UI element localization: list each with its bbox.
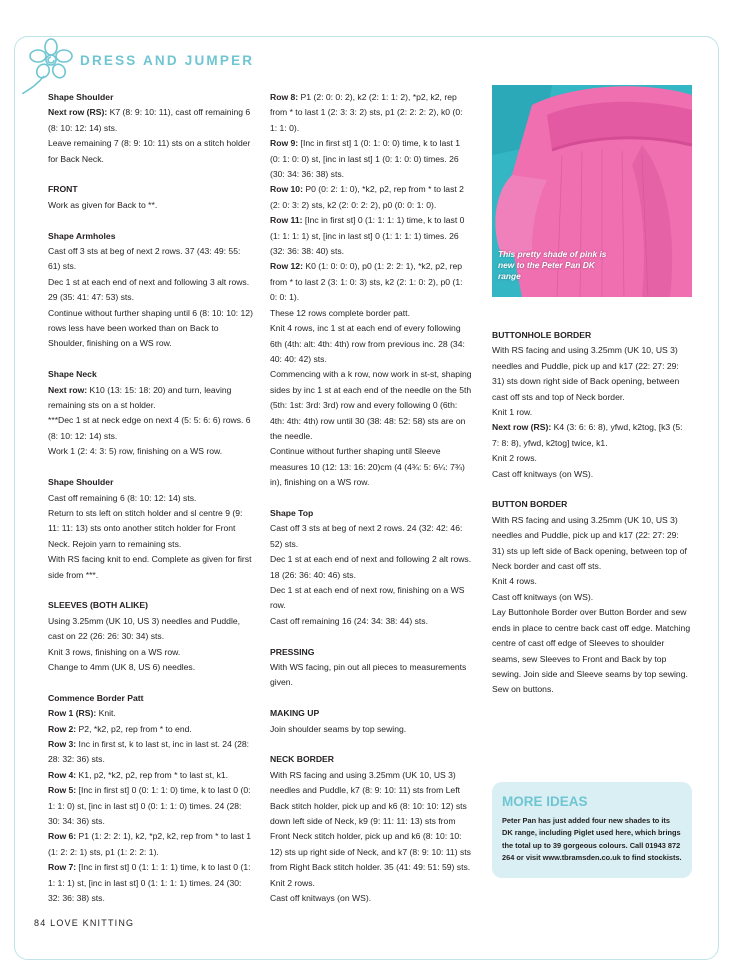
instruction-text: K10 (13: 15: 18: 20) and turn, leaving remaining sts on a st holder. xyxy=(48,384,232,411)
instruction-text: P1 (1: 2: 2: 1), k2, *p2, k2, rep from * to last 1 (1: 2: 2: 1) sts, p1 (1: 2: 2: 1). xyxy=(48,831,251,857)
instruction-paragraph xyxy=(270,876,472,891)
instruction-text: [Inc in first st] 0 (1: 1: 1: 1) time, k to last 0 (1: 1: 1: 1) st, [inc in last st] 0 (1: 1: 1: 1) times. 26 (32: 36: 38: 40) sts. xyxy=(270,215,465,257)
heading-text: BUTTON BORDER xyxy=(492,499,568,510)
instruction-text: Knit 2 rows. xyxy=(270,877,315,888)
row-label: Row 6: xyxy=(48,831,77,842)
instruction-paragraph xyxy=(48,660,253,675)
instruction-paragraph xyxy=(48,645,253,660)
instruction-paragraph xyxy=(48,244,253,275)
instruction-paragraph xyxy=(48,829,253,860)
section-heading xyxy=(48,691,253,706)
instruction-text: With WS facing, pin out all pieces to measurements given. xyxy=(270,662,467,688)
section-heading xyxy=(492,497,692,512)
instruction-paragraph xyxy=(270,768,472,876)
row-label: Next row: xyxy=(48,384,88,395)
row-label: Row 4: xyxy=(48,769,77,780)
section-heading xyxy=(48,475,253,490)
instruction-paragraph xyxy=(48,722,253,737)
row-label: Next row (RS): xyxy=(492,422,552,433)
instruction-paragraph xyxy=(270,213,472,259)
page-number: 84 xyxy=(34,918,47,928)
page-footer xyxy=(34,918,134,928)
instruction-text: [Inc in first st] 0 (1: 1: 1: 1) time, k to last 0 (1: 1: 1: 1) st, [inc in last st] 0 (1: 1: 1: 1) times. 24 (30: 32: 36: 38) sts. xyxy=(48,862,251,904)
heading-text: FRONT xyxy=(48,184,78,195)
instruction-text: Work 1 (2: 4: 3: 5) row, finishing on a WS row. xyxy=(48,446,223,457)
instruction-text: Knit. xyxy=(96,708,116,719)
instruction-text: Commencing with a k row, now work in st-st, shaping sides by inc 1 st at each end of the needle on the 5th (5th: 1st: 3rd: 3rd) row and every following 0 (6th: 4th: 4th: 4th) row until 30 (38: 48: 52: 58) sts are on the needle. xyxy=(270,369,472,441)
row-label: Row 2: xyxy=(48,723,77,734)
instruction-paragraph xyxy=(270,90,472,136)
heading-text: BUTTONHOLE BORDER xyxy=(492,330,592,340)
row-label: Row 3: xyxy=(48,738,77,749)
magazine-name: LOVE KNITTING xyxy=(50,918,135,928)
more-ideas-box xyxy=(492,782,692,878)
row-label: Row 1 (RS): xyxy=(48,708,97,719)
instruction-text: Sew on buttons. xyxy=(492,684,554,695)
instruction-text: Dec 1 st at each end of next and following 2 alt rows. 18 (26: 36: 40: 46) sts. xyxy=(270,554,472,580)
instruction-text: Cast off knitways (on WS). xyxy=(492,591,594,602)
instruction-text: K4 (3: 6: 6: 8), yfwd, k2tog, [k3 (5: 7: 8: 8), yfwd, k2tog] twice, k1. xyxy=(492,422,683,448)
row-label: Row 5: xyxy=(48,785,77,796)
photo-caption: This pretty shade of pink is new to the Peter Pan DK range xyxy=(498,249,607,281)
instruction-text: Knit 1 row. xyxy=(492,407,533,418)
instruction-paragraph xyxy=(270,259,472,305)
instruction-text: Cast off 3 sts at beg of next 2 rows. 24 (32: 42: 46: 52) sts. xyxy=(270,523,463,549)
instruction-text: Cast off knitways (on WS). xyxy=(270,893,372,904)
instruction-paragraph xyxy=(48,105,253,136)
instruction-text: Cast off knitways (on WS). xyxy=(492,468,594,479)
instruction-paragraph xyxy=(492,605,692,682)
instruction-text: Knit 2 rows. xyxy=(492,453,537,464)
row-label: Row 12: xyxy=(270,261,303,272)
instruction-text: Dec 1 st at each end of next row, finishing on a WS row. xyxy=(270,584,465,611)
instruction-text: [Inc in first st] 1 (0: 1: 0: 0) time, k to last 1 (0: 1: 0: 0) st, [inc in last st] 1 (0: 1: 0: 0) times. 26 (30: 34: 36: 38) sts. xyxy=(270,138,461,180)
instruction-text: K0 (1: 0: 0: 0), p0 (1: 2: 2: 1), *k2, p2, rep from * to last 2 (3: 1: 0: 3) sts, k2 (2: 1: 0: 2), p0 (1: 0: 0: 1). xyxy=(270,261,463,303)
instruction-text: Lay Buttonhole Border over Button Border and sew ends in place to centre back cast off edge. Matching centre of cast off edge of Sleeves to shoulder seams, sew Sleeves to Front and Back by top sewing. Join side and Sleeve seams by top sewing. xyxy=(492,607,691,679)
instruction-text: Return to sts left on stitch holder and sl centre 9 (9: 11: 11: 13) sts onto another stitch holder for Front Neck. Rejoin yarn to remaining sts. xyxy=(48,507,243,549)
instruction-text: Join shoulder seams by top sewing. xyxy=(270,723,407,734)
instruction-paragraph xyxy=(48,552,253,583)
heading-text: Shape Shoulder xyxy=(48,92,114,102)
instruction-paragraph xyxy=(48,506,253,552)
heading-text: SLEEVES (BOTH ALIKE) xyxy=(48,600,148,611)
instruction-paragraph xyxy=(270,722,472,737)
section-heading xyxy=(48,182,253,197)
row-label: Next row (RS): xyxy=(48,107,108,118)
instruction-text: K7 (8: 9: 10: 11), cast off remaining 6 (8: 10: 12: 14) sts. xyxy=(48,107,251,133)
instruction-text: Knit 3 rows, finishing on a WS row. xyxy=(48,646,181,657)
instruction-paragraph xyxy=(492,405,692,420)
text-column-3 xyxy=(492,328,692,698)
section-heading xyxy=(492,328,692,343)
section-heading xyxy=(270,645,472,660)
instruction-text: P1 (2: 0: 0: 2), k2 (2: 1: 1: 2), *p2, k2, rep from * to last 1 (2: 3: 3: 2) sts, p1 (2: 2: 2: 2), k0 (0: 1: 1: 0). xyxy=(270,92,463,133)
instruction-paragraph xyxy=(492,513,692,575)
instruction-text: Dec 1 st at each end of next and following 3 alt rows. 29 (35: 41: 47: 53) sts. xyxy=(48,276,250,303)
instruction-paragraph xyxy=(48,706,253,721)
garment-photo xyxy=(492,85,692,297)
instruction-paragraph xyxy=(270,444,472,490)
instruction-paragraph xyxy=(270,521,472,552)
instruction-paragraph xyxy=(48,860,253,906)
instruction-paragraph xyxy=(48,444,253,459)
instruction-paragraph xyxy=(48,198,253,213)
instruction-text: Knit 4 rows. xyxy=(492,576,537,587)
instruction-text: These 12 rows complete border patt. xyxy=(270,307,410,318)
instruction-paragraph xyxy=(492,451,692,466)
row-label: Row 9: xyxy=(270,138,299,149)
instruction-text: Leave remaining 7 (8: 9: 10: 11) sts on a stitch holder for Back Neck. xyxy=(48,138,251,164)
instruction-text: K1, p2, *k2, p2, rep from * to last st, k1. xyxy=(76,769,229,780)
instruction-text: Change to 4mm (UK 8, US 6) needles. xyxy=(48,661,196,672)
instruction-paragraph xyxy=(492,590,692,605)
row-label: Row 7: xyxy=(48,862,77,873)
instruction-paragraph xyxy=(270,552,472,583)
heading-text: PRESSING xyxy=(270,646,315,657)
instruction-text: With RS facing knit to end. Complete as given for first side from ***. xyxy=(48,554,252,580)
section-title: DRESS AND JUMPER xyxy=(80,53,255,68)
instruction-paragraph xyxy=(492,420,692,451)
instruction-text: [Inc in first st] 0 (0: 1: 1: 0) time, k to last 0 (0: 1: 1: 0) st, [inc in last st] 0 (0: 1: 1: 0) times. 24 (28: 30: 34: 36) sts. xyxy=(48,785,251,826)
heading-text: Shape Armholes xyxy=(48,230,116,241)
instruction-text: Using 3.25mm (UK 10, US 3) needles and Puddle, cast on 22 (26: 26: 30: 34) sts. xyxy=(48,615,241,642)
instruction-paragraph xyxy=(48,383,253,414)
instruction-paragraph xyxy=(48,413,253,444)
instruction-paragraph xyxy=(492,574,692,589)
text-column-1 xyxy=(48,90,253,906)
row-label: Row 11: xyxy=(270,215,303,226)
instruction-paragraph xyxy=(48,783,253,829)
instruction-paragraph xyxy=(48,614,253,645)
instruction-text: P2, *k2, p2, rep from * to end. xyxy=(76,723,192,734)
instruction-text: Cast off remaining 16 (24: 34: 38: 44) sts. xyxy=(270,615,428,626)
heading-text: Shape Shoulder xyxy=(48,477,114,488)
section-heading xyxy=(270,506,472,521)
instruction-paragraph xyxy=(48,306,253,352)
heading-text: Shape Neck xyxy=(48,369,97,380)
section-heading xyxy=(270,752,472,767)
instruction-paragraph xyxy=(270,660,472,691)
instruction-text: P0 (0: 2: 1: 0), *k2, p2, rep from * to last 2 (2: 0: 3: 2) sts, k2 (2: 0: 2: 2), p0 (0: 0: 1: 0). xyxy=(270,184,464,210)
section-heading xyxy=(48,90,253,105)
heading-text: Shape Top xyxy=(270,507,314,518)
instruction-paragraph xyxy=(270,182,472,213)
instruction-text: Cast off 3 sts at beg of next 2 rows. 37 (43: 49: 55: 61) sts. xyxy=(48,246,241,272)
instruction-paragraph xyxy=(270,136,472,182)
section-heading xyxy=(48,367,253,382)
more-ideas-text: Peter Pan has just added four new shades to its DK range, including Piglet used here, which brings the total up to 39 gorgeous colours. Call 01943 872 264 or visit www.tbramsden.co.uk to find stockists. xyxy=(502,816,682,863)
instruction-text: Inc in first st, k to last st, inc in last st. 24 (28: 28: 32: 36) sts. xyxy=(48,738,250,765)
instruction-paragraph xyxy=(492,467,692,482)
instruction-text: With RS facing and using 3.25mm (UK 10, US 3) needles and Puddle, k7 (8: 9: 10: 11) sts from Left Back stitch holder, pick up and k6 (8: 10: 10: 12) sts down left side of Neck, k9 (9: 11: 11: 13) sts from Front Neck stitch holder, pick up and k6 (8: 10: 10: 12) sts up right side of Neck, and k7 (8: 9: 10: 11) sts from Right Back stitch holder. 35 (41: 49: 51: 59) sts. xyxy=(270,769,471,873)
section-heading xyxy=(48,229,253,244)
heading-text: Commence Border Patt xyxy=(48,692,144,703)
instruction-paragraph xyxy=(48,275,253,306)
instruction-paragraph xyxy=(48,737,253,768)
instruction-paragraph xyxy=(270,891,472,906)
instruction-text: With RS facing and using 3.25mm (UK 10, US 3) needles and Puddle, pick up and k17 (22: 27: 29: 31) sts up left side of Back opening, between top of Neck border and cast off sts. xyxy=(492,514,687,572)
instruction-paragraph xyxy=(48,491,253,506)
instruction-text: ***Dec 1 st at neck edge on next 4 (5: 5: 6: 6) rows. 6 (8: 10: 12: 14) sts. xyxy=(48,415,251,441)
more-ideas-heading: MORE IDEAS xyxy=(502,794,588,809)
flower-icon xyxy=(22,38,80,94)
row-label: Row 8: xyxy=(270,92,299,102)
instruction-paragraph xyxy=(48,768,253,783)
instruction-text: Cast off remaining 6 (8: 10: 12: 14) sts. xyxy=(48,492,197,503)
instruction-paragraph xyxy=(492,343,692,405)
instruction-paragraph xyxy=(270,583,472,614)
instruction-paragraph xyxy=(270,321,472,367)
instruction-paragraph xyxy=(492,682,692,697)
row-label: Row 10: xyxy=(270,184,303,195)
instruction-text: With RS facing and using 3.25mm (UK 10, US 3) needles and Puddle, pick up and k17 (22: 27: 29: 31) sts down right side of Back opening, between cast off sts and top of Neck border. xyxy=(492,345,680,402)
section-heading xyxy=(48,598,253,613)
instruction-paragraph xyxy=(270,614,472,629)
section-heading xyxy=(270,706,472,721)
instruction-text: Continue without further shaping until 6 (8: 10: 10: 12) rows less have been worked than on Back to Shoulder, finishing on a WS row. xyxy=(48,307,253,349)
instruction-paragraph xyxy=(270,367,472,444)
instruction-text: Continue without further shaping until Sleeve measures 10 (12: 13: 16: 20)cm (4 (4¾: 5: 6¼: 7¾) in), finishing on a WS row. xyxy=(270,446,465,488)
heading-text: MAKING UP xyxy=(270,708,320,719)
instruction-paragraph xyxy=(48,136,253,167)
instruction-text: Work as given for Back to **. xyxy=(48,199,158,210)
heading-text: NECK BORDER xyxy=(270,754,334,765)
instruction-paragraph xyxy=(270,306,472,321)
text-column-2 xyxy=(270,90,472,906)
instruction-text: Knit 4 rows, inc 1 st at each end of every following 6th (4th: alt: 4th: 4th) row from previous inc. 28 (34: 40: 40: 42) sts. xyxy=(270,323,465,364)
